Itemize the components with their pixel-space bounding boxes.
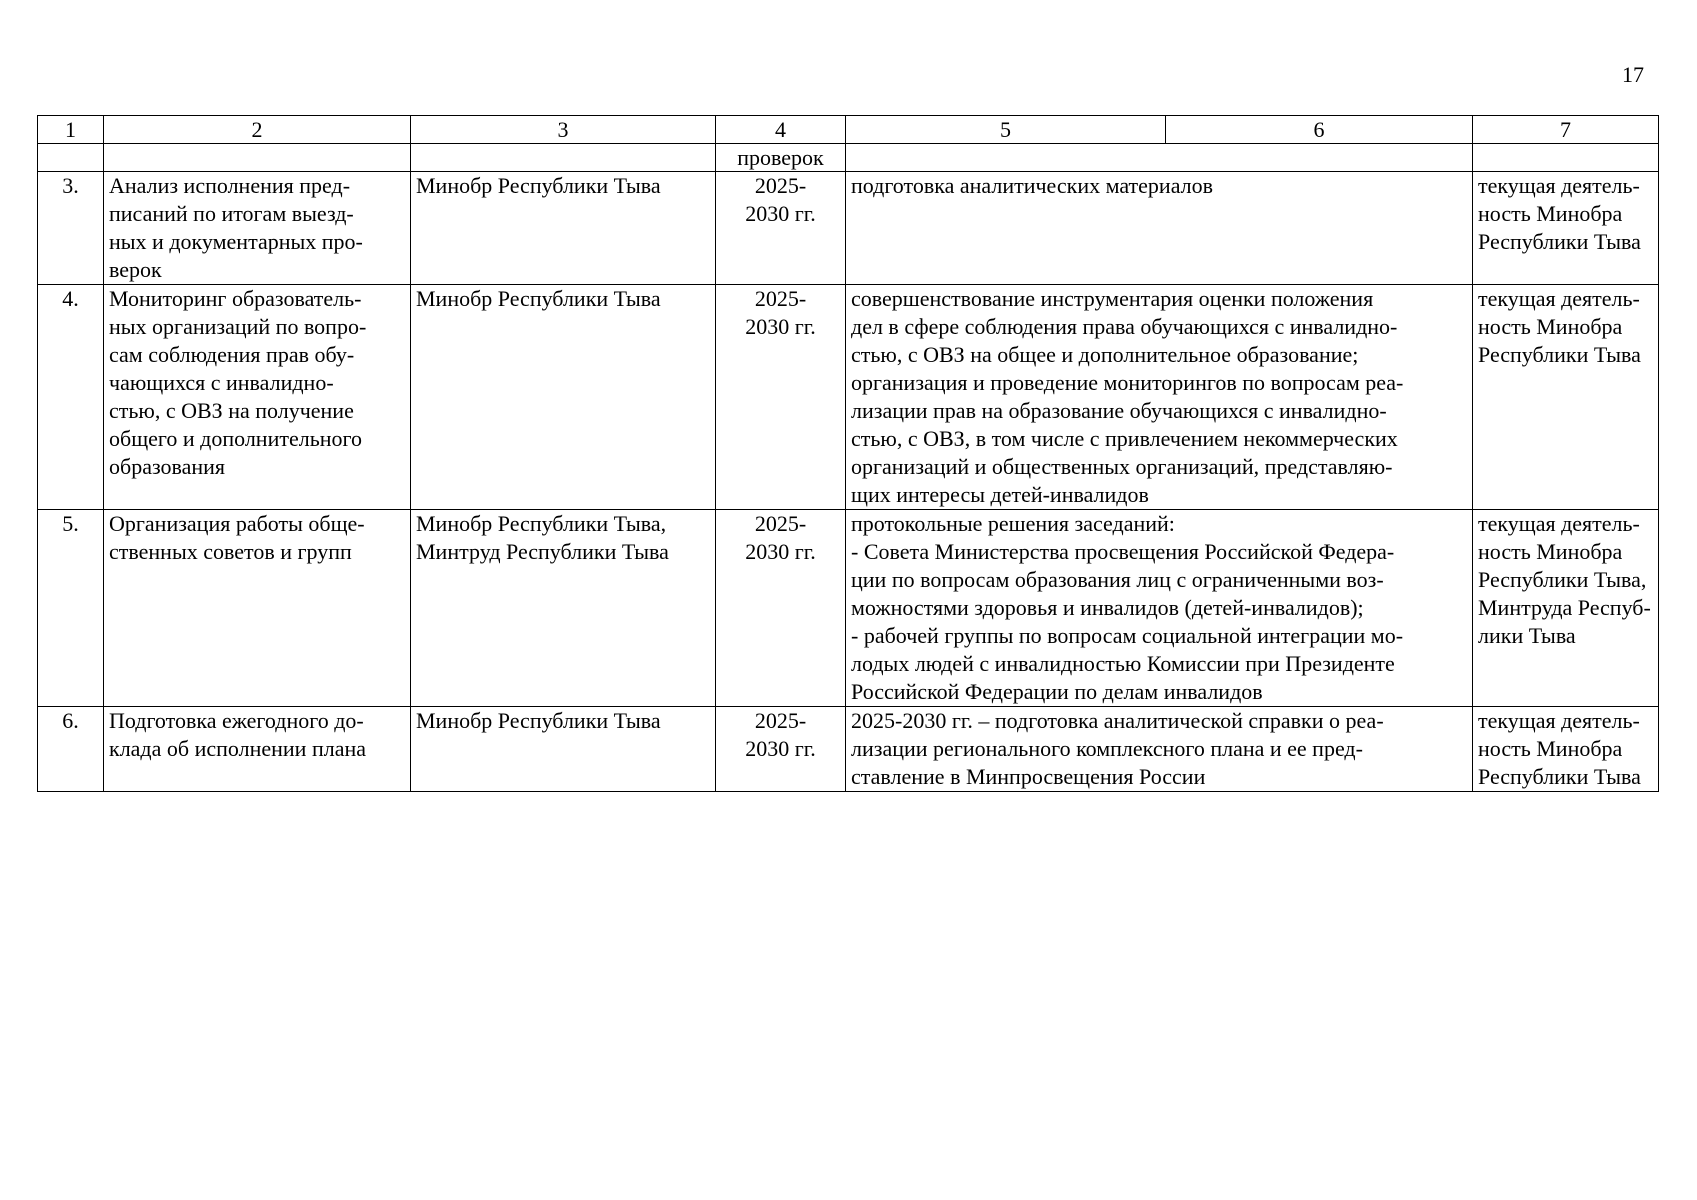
funding-source: текущая деятель- ность Минобра Республики Тыва, Минтруда Респуб- лики Тыва — [1473, 510, 1659, 707]
expected-result: подготовка аналитических материалов — [846, 172, 1473, 285]
expected-result: 2025-2030 гг. – подготовка аналитической справки о реа- лизации регионального комплексного плана и ее пред- ставление в Минпросвещения России — [846, 707, 1473, 792]
column-number-row — [38, 116, 1659, 144]
event-name: Анализ исполнения пред- писаний по итогам выезд- ных и документарных про- верок — [104, 172, 411, 285]
row-number: 5. — [38, 510, 104, 707]
table-row — [38, 285, 1659, 510]
column-number-7: 7 — [1473, 116, 1659, 144]
column-number-1: 1 — [38, 116, 104, 144]
cell-empty — [104, 144, 411, 172]
cell-empty — [1473, 144, 1659, 172]
period: 2025- 2030 гг. — [716, 172, 846, 285]
responsible: Минобр Республики Тыва — [411, 285, 716, 510]
funding-source: текущая деятель- ность Минобра Республики Тыва — [1473, 172, 1659, 285]
event-name: Подготовка ежегодного до- клада об исполнении плана — [104, 707, 411, 792]
period: 2025- 2030 гг. — [716, 285, 846, 510]
responsible: Минобр Республики Тыва — [411, 172, 716, 285]
expected-result: протокольные решения заседаний: - Совета Министерства просвещения Российской Федера- ции по вопросам образования лиц с ограниченными воз- можностями здоровья и инвалидов (детей-инвалидов); - рабочей группы по вопросам социальной интеграции мо- лодых людей с инвалидностью Комиссии при Президенте Российской Федерации по делам инвалидов — [846, 510, 1473, 707]
event-name: Организация работы обще- ственных советов и групп — [104, 510, 411, 707]
table-row — [38, 510, 1659, 707]
continuation-cell: проверок — [716, 144, 846, 172]
row-number: 3. — [38, 172, 104, 285]
row-number: 6. — [38, 707, 104, 792]
cell-empty — [411, 144, 716, 172]
expected-result: совершенствование инструментария оценки положения дел в сфере соблюдения права обучающихся с инвалидно- стью, с ОВЗ на общее и дополнительное образование; организация и проведение мониторингов по вопросам реа- лизации прав на образование обучающихся с инвалидно- стью, с ОВЗ, в том числе с привлечением некоммерческих организаций и общественных организаций, представляю- щих интересы детей-инвалидов — [846, 285, 1473, 510]
column-number-2: 2 — [104, 116, 411, 144]
column-number-4: 4 — [716, 116, 846, 144]
continuation-row — [38, 144, 1659, 172]
event-name: Мониторинг образователь- ных организаций по вопро- сам соблюдения прав обу- чающихся с инвалидно- стью, с ОВЗ на получение общего и дополнительного образования — [104, 285, 411, 510]
cell-empty — [38, 144, 104, 172]
period: 2025- 2030 гг. — [716, 707, 846, 792]
table-row — [38, 707, 1659, 792]
column-number-6: 6 — [1166, 116, 1473, 144]
column-number-3: 3 — [411, 116, 716, 144]
funding-source: текущая деятель- ность Минобра Республики Тыва — [1473, 285, 1659, 510]
page-number: 17 — [1622, 62, 1644, 87]
table-row — [38, 172, 1659, 285]
column-number-5: 5 — [846, 116, 1166, 144]
row-number: 4. — [38, 285, 104, 510]
cell-empty — [846, 144, 1473, 172]
responsible: Минобр Республики Тыва, Минтруд Республики Тыва — [411, 510, 716, 707]
funding-source: текущая деятель- ность Минобра Республики Тыва — [1473, 707, 1659, 792]
responsible: Минобр Республики Тыва — [411, 707, 716, 792]
plan-table — [37, 115, 1659, 792]
period: 2025- 2030 гг. — [716, 510, 846, 707]
